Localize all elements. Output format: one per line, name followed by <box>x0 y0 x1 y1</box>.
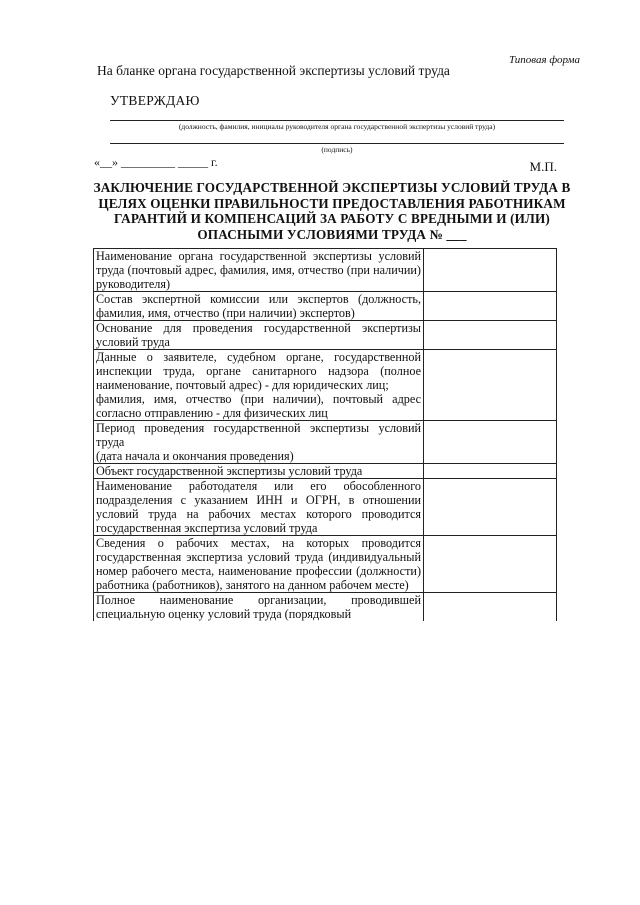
field-label: Полное наименование организации, проводившей специальную оценку условий труда (порядковый <box>94 593 424 622</box>
field-label: Наименование работодателя или его обособленного подразделения с указанием ИНН и ОГРН, в отношении условий труда на рабочих местах которого проводится государственная экспертиза условий труда <box>94 479 424 536</box>
position-signature-line <box>110 120 564 121</box>
field-value-cell[interactable] <box>424 249 557 292</box>
field-label: Период проведения государственной экспертизы условий труда (дата начала и окончания проведения) <box>94 421 424 464</box>
table-row <box>94 593 557 622</box>
field-value-cell[interactable] <box>424 421 557 464</box>
signature-line <box>110 143 564 144</box>
field-label: Объект государственной экспертизы условий труда <box>94 464 424 479</box>
table-row <box>94 321 557 350</box>
approval-date: «__» _________ _____ г. <box>94 155 218 169</box>
field-label: Основание для проведения государственной экспертизы условий труда <box>94 321 424 350</box>
field-value-cell[interactable] <box>424 350 557 421</box>
field-value-cell[interactable] <box>424 479 557 536</box>
field-value-cell[interactable] <box>424 536 557 593</box>
signature-caption: (подпись) <box>321 145 353 154</box>
table-row <box>94 421 557 464</box>
table-row <box>94 464 557 479</box>
field-label: Данные о заявителе, судебном органе, государственной инспекции труда, органе санитарного надзора (полное наименование, почтовый адрес) - для юридических лиц; фамилия, имя, отчество (при наличии), почтовый адрес согласно отправлению - для физических лиц <box>94 350 424 421</box>
document-title: ЗАКЛЮЧЕНИЕ ГОСУДАРСТВЕННОЙ ЭКСПЕРТИЗЫ УСЛОВИЙ ТРУДА В ЦЕЛЯХ ОЦЕНКИ ПРАВИЛЬНОСТИ ПРЕДОСТАВЛЕНИЯ РАБОТНИКАМ ГАРАНТИЙ И КОМПЕНСАЦИЙ ЗА РАБОТУ С ВРЕДНЫМИ И (ИЛИ) ОПАСНЫМИ УСЛОВИЯМИ ТРУДА № ___ <box>93 180 571 242</box>
conclusion-form-table <box>93 248 557 621</box>
field-label: Наименование органа государственной экспертизы условий труда (почтовый адрес, фамилия, имя, отчество (при наличии) руководителя) <box>94 249 424 292</box>
table-row <box>94 350 557 421</box>
stamp-place: М.П. <box>529 159 557 174</box>
table-row <box>94 479 557 536</box>
form-type-label: Типовая форма <box>508 54 580 66</box>
approve-heading: УТВЕРЖДАЮ <box>110 93 200 108</box>
field-value-cell[interactable] <box>424 593 557 622</box>
letterhead-note: На бланке органа государственной экспертизы условий труда <box>97 63 450 78</box>
table-row <box>94 292 557 321</box>
position-caption: (должность, фамилия, инициалы руководителя органа государственной экспертизы условий труда) <box>178 122 496 131</box>
table-row <box>94 536 557 593</box>
field-value-cell[interactable] <box>424 321 557 350</box>
table-row <box>94 249 557 292</box>
field-value-cell[interactable] <box>424 292 557 321</box>
field-label: Сведения о рабочих местах, на которых проводится государственная экспертиза условий труда (индивидуальный номер рабочего места, наименование профессии (должности) работника (работников), занятого на данном рабочем месте) <box>94 536 424 593</box>
field-label: Состав экспертной комиссии или экспертов (должность, фамилия, имя, отчество (при наличии) экспертов) <box>94 292 424 321</box>
field-value-cell[interactable] <box>424 464 557 479</box>
